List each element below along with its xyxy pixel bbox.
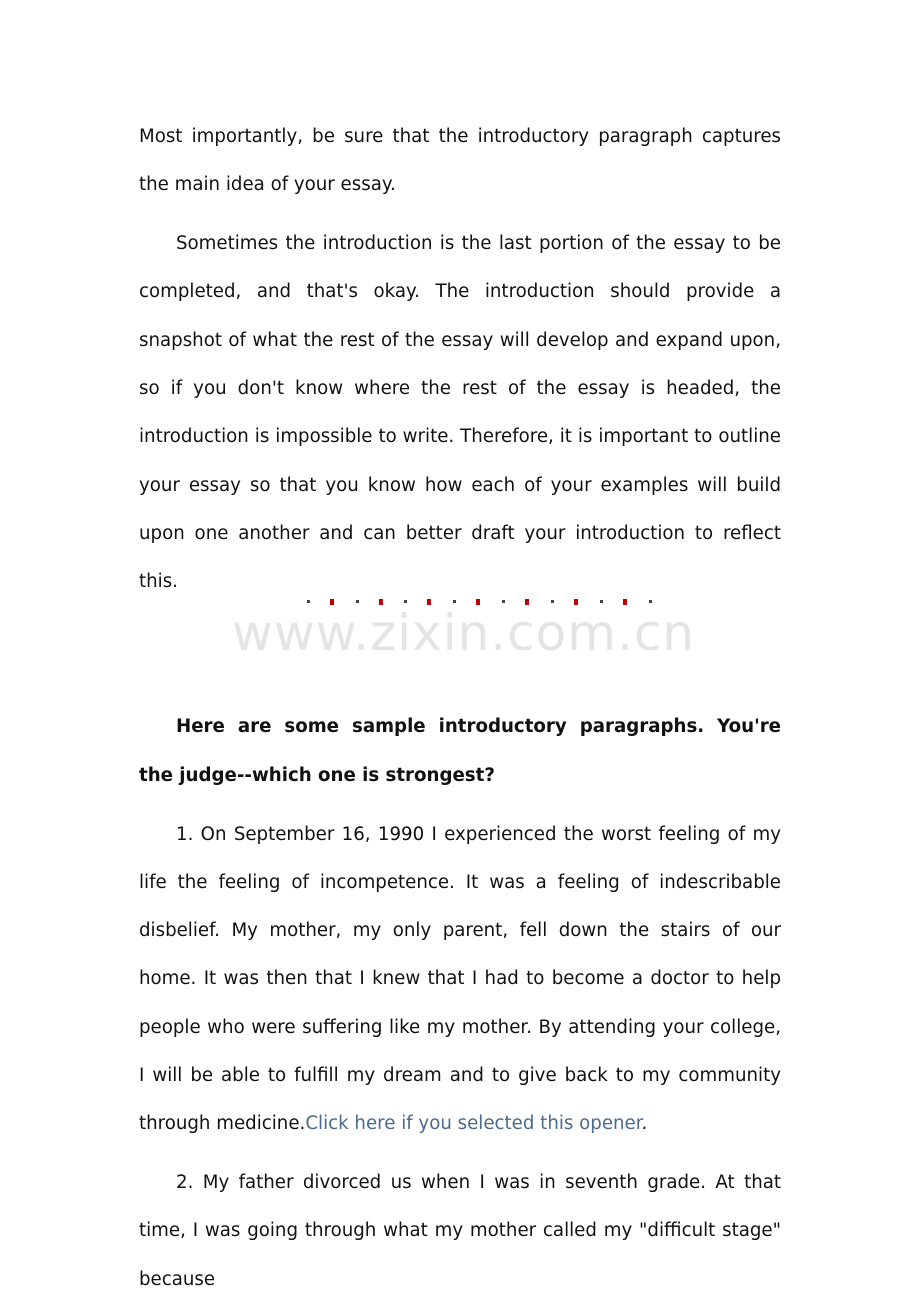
separator-dot [600, 600, 603, 603]
separator-dot-accent [330, 599, 334, 605]
separator-dot [356, 600, 359, 603]
separator-dot-accent [379, 599, 383, 605]
separator-dot [453, 600, 456, 603]
sample-paragraphs-heading: Here are some sample introductory paragraphs. You're the judge--which one is strongest? [139, 716, 781, 786]
separator-dot-accent [525, 599, 529, 605]
dotted-separator [300, 590, 660, 610]
paragraph-introduction-advice: Sometimes the introduction is the last portion of the essay to be completed, and that's okay. The introduction should provide a snapshot of what the rest of the essay will develop and expand upon, so if you don't know where the rest of the essay is headed, the introduction is impossible to write. Therefore, it is important to outline your essay so that you know how each of your examples will build upon one another and can better draft your introduction to reflect this. [139, 233, 781, 593]
separator-dot-accent [427, 599, 431, 605]
document-body [139, 113, 781, 1304]
watermark: www.zixin.com.cn [232, 604, 696, 662]
sample-paragraph-1-text: 1. On September 16, 1990 I experienced the worst feeling of my life the feeling of incompetence. It was a feeling of indescribable disbelief. My mother, my only parent, fell down the stairs of our home. It was then that I knew that I had to become a doctor to help people who were suffering like my mother. By attending your college, I will be able to fulfill my dream and to give back to my community through medicine. [139, 823, 781, 1135]
sample-paragraph-2: 2. My father divorced us when I was in seventh grade. At that time, I was going through what my mother called my "difficult stage" because [139, 1172, 781, 1290]
separator-dot [551, 600, 554, 603]
sample-paragraph-1-end: . [641, 1113, 648, 1135]
separator-dot [649, 600, 652, 603]
separator-dot-accent [623, 599, 627, 605]
separator-dot [404, 600, 407, 603]
sample-paragraph-1 [139, 811, 781, 1149]
paragraph-main-idea: Most importantly, be sure that the introductory paragraph captures the main idea of your essay. [139, 126, 781, 196]
selected-opener-link[interactable]: Click here if you selected this opener [305, 1113, 642, 1135]
separator-dot-accent [476, 599, 480, 605]
separator-dot [307, 600, 310, 603]
separator-dot [502, 600, 505, 603]
separator-dot-accent [574, 599, 578, 605]
